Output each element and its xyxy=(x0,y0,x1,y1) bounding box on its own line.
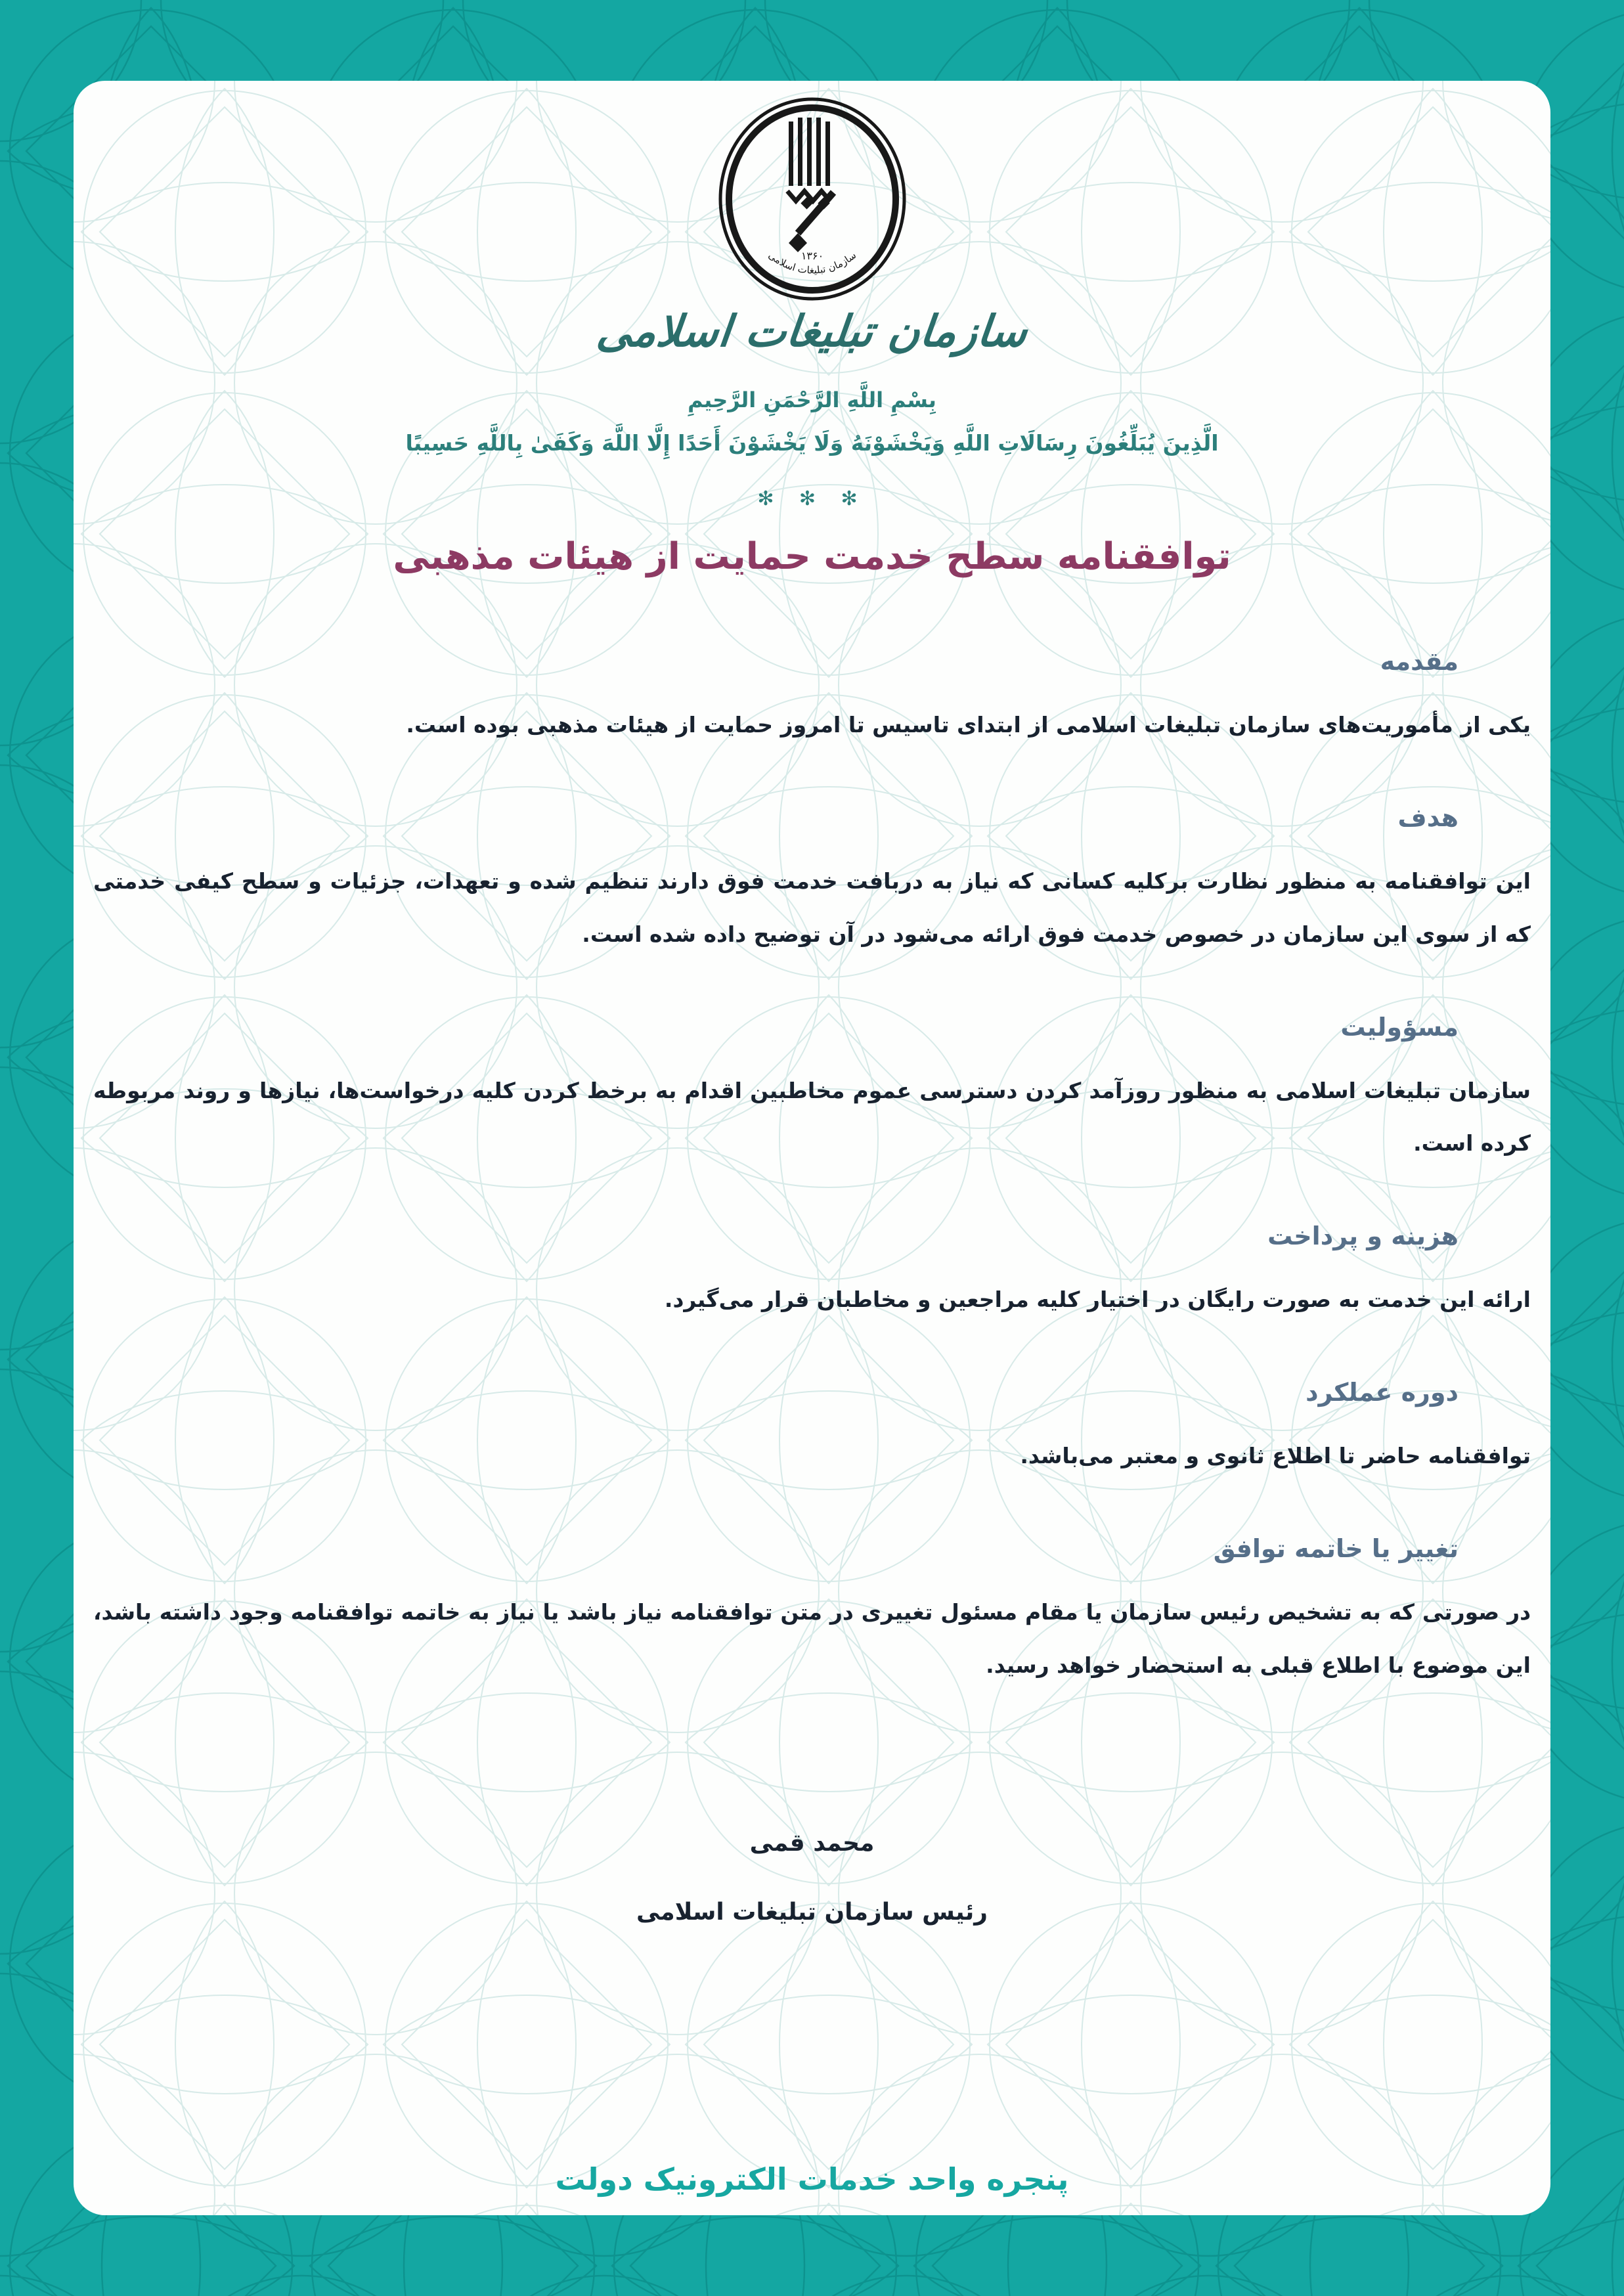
emblem-year: ۱۳۶۰ xyxy=(801,250,823,262)
emblem-wrap xyxy=(93,94,1531,304)
section-body: در صورتی که به تشخیص رئیس سازمان یا مقام مسئول تغییری در متن توافقنامه نیاز باشد یا نیاز به خاتمه توافقنامه وجود داشته باشد، این موضوع با اطلاع قبلی به استحضار خواهد رسید. xyxy=(93,1599,1531,1678)
section-heading: هزینه و پرداخت xyxy=(1267,1222,1459,1251)
quran-verse-text: الَّذِينَ يُبَلِّغُونَ رِسَالَاتِ اللَّهِ وَيَخْشَوْنَهُ وَلَا يَخْشَوْنَ أَحَدًا إِلَّا اللَّهَ وَكَفَىٰ بِاللَّهِ حَسِيبًا xyxy=(405,430,1219,456)
section-body: یکی از مأموریت‌های سازمان تبلیغات اسلامی از ابتدای تاسیس تا امروز حمایت از هیئات مذهبی بوده است. xyxy=(406,712,1531,738)
section-change-termination xyxy=(93,1530,1531,1692)
org-name-calligraphy: سازمان تبلیغات اسلامی xyxy=(594,306,1030,357)
bismillah-text: بِسْمِ اللَّهِ الرَّحْمَنِ الرَّحِيمِ xyxy=(688,387,936,413)
section-body: سازمان تبلیغات اسلامی به منظور روزآمد کردن دسترسی عموم مخاطبین اقدام به برخط کردن کلیه درخواست‌ها، نیازها و روند مربوطه کرده است. xyxy=(93,1077,1531,1157)
org-emblem-logo xyxy=(714,94,911,304)
footer-brand-text: پنجره واحد خدمات الکترونیک دولت xyxy=(555,2161,1069,2197)
allah-calligraphy-icon xyxy=(787,118,833,252)
section-introduction xyxy=(93,643,1531,752)
section-body: ارائه این خدمت به صورت رایگان در اختیار کلیه مراجعین و مخاطبان قرار می‌گیرد. xyxy=(664,1287,1531,1313)
ornament-separator: ✻ ✻ ✻ xyxy=(757,487,867,511)
signature-block xyxy=(93,1827,1531,1930)
section-performance-period xyxy=(93,1374,1531,1483)
section-heading: دوره عملکرد xyxy=(1306,1378,1459,1407)
emblem-arc-text: سازمان تبلیغات اسلامی xyxy=(766,249,858,276)
document-panel xyxy=(74,81,1550,2215)
document-content xyxy=(74,81,1550,2215)
section-responsibility xyxy=(93,1009,1531,1171)
section-heading: مقدمه xyxy=(1380,647,1459,676)
sections-container xyxy=(93,643,1531,1692)
signatory-role: رئیس سازمان تبلیغات اسلامی xyxy=(636,1899,988,1926)
section-body: توافقنامه حاضر تا اطلاع ثانوی و معتبر می‌باشد. xyxy=(1020,1443,1531,1469)
document-title: توافقنامه سطح خدمت حمایت از هیئات مذهبی xyxy=(393,535,1231,579)
section-body: این توافقنامه به منظور نظارت برکلیه کسانی که نیاز به دربافت خدمت فوق دارند تنظیم شده و تعهدات، جزئیات و سطح کیفی خدمتی که از سوی این سازمان در خصوص خدمت فوق ارائه می‌شود در آن توضیح داده شده است. xyxy=(93,868,1531,947)
section-heading: تغییر یا خاتمه توافق xyxy=(1213,1534,1459,1563)
signatory-name: محمد قمی xyxy=(749,1829,875,1857)
section-goal xyxy=(93,799,1531,961)
section-cost-payment xyxy=(93,1218,1531,1327)
section-heading: مسؤولیت xyxy=(1340,1012,1459,1042)
section-heading: هدف xyxy=(1397,803,1459,832)
